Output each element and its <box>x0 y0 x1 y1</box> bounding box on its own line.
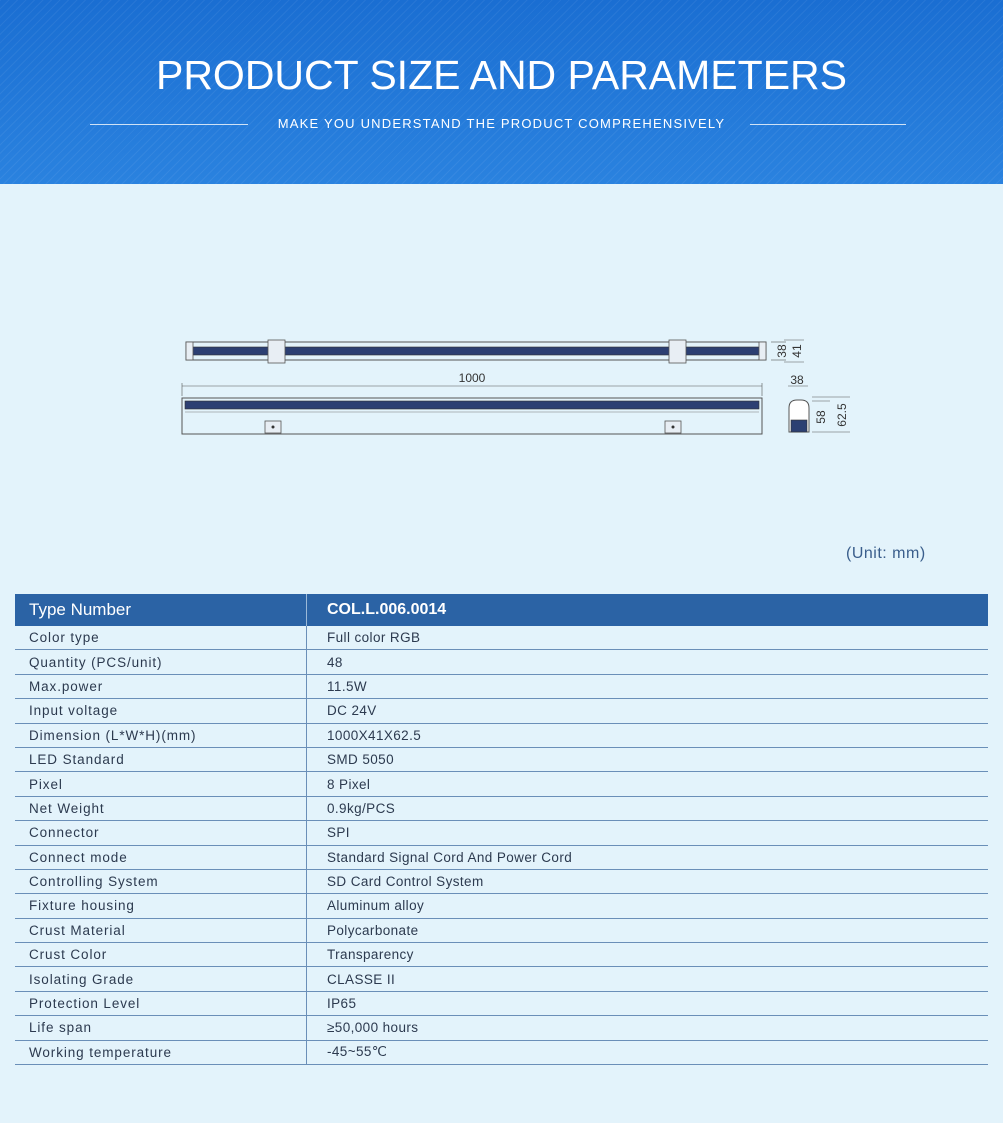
spec-value: Transparency <box>307 943 989 967</box>
table-row <box>15 796 988 820</box>
spec-value: DC 24V <box>307 699 989 723</box>
table-row <box>15 845 988 869</box>
spec-value: Standard Signal Cord And Power Cord <box>307 845 989 869</box>
table-row <box>15 821 988 845</box>
spec-label: Dimension (L*W*H)(mm) <box>15 723 307 747</box>
table-row <box>15 1040 988 1064</box>
spec-label: Pixel <box>15 772 307 796</box>
table-row <box>15 650 988 674</box>
spec-label: Fixture housing <box>15 894 307 918</box>
spec-value: Full color RGB <box>307 626 989 650</box>
table-row <box>15 918 988 942</box>
spec-value: 1000X41X62.5 <box>307 723 989 747</box>
type-number-label: Type Number <box>15 594 307 626</box>
spec-label: Connector <box>15 821 307 845</box>
spec-value: 48 <box>307 650 989 674</box>
table-row <box>15 1016 988 1040</box>
length-dim-label: 1000 <box>458 371 486 385</box>
spec-label: Color type <box>15 626 307 650</box>
spec-table <box>15 594 988 1065</box>
table-row <box>15 894 988 918</box>
spec-value: 11.5W <box>307 674 989 698</box>
spec-value: ≥50,000 hours <box>307 1016 989 1040</box>
spec-label: Isolating Grade <box>15 967 307 991</box>
spec-label: Life span <box>15 1016 307 1040</box>
spec-label: Crust Material <box>15 918 307 942</box>
spec-label: Max.power <box>15 674 307 698</box>
end-view-dim-62-5: 62.5 <box>835 403 850 427</box>
side-view <box>182 383 762 434</box>
subtitle-rule-right <box>750 124 906 125</box>
top-view-dim-41: 41 <box>790 344 805 358</box>
spec-value: Aluminum alloy <box>307 894 989 918</box>
spec-label: LED Standard <box>15 747 307 771</box>
header-banner <box>0 0 1003 184</box>
table-row <box>15 991 988 1015</box>
page-subtitle: MAKE YOU UNDERSTAND THE PRODUCT COMPREHENSIVELY <box>277 116 726 131</box>
spec-value: 0.9kg/PCS <box>307 796 989 820</box>
table-row <box>15 943 988 967</box>
spec-value: -45~55℃ <box>307 1040 989 1064</box>
product-dimension-drawing <box>0 320 1003 450</box>
spec-label: Working temperature <box>15 1040 307 1064</box>
spec-label: Controlling System <box>15 869 307 893</box>
type-number-value: COL.L.006.0014 <box>307 594 989 626</box>
table-row <box>15 626 988 650</box>
table-row <box>15 747 988 771</box>
spec-value: CLASSE II <box>307 967 989 991</box>
spec-label: Crust Color <box>15 943 307 967</box>
table-header-row <box>15 594 988 626</box>
table-row <box>15 699 988 723</box>
spec-label: Protection Level <box>15 991 307 1015</box>
spec-value: SPI <box>307 821 989 845</box>
spec-value: SD Card Control System <box>307 869 989 893</box>
table-row <box>15 869 988 893</box>
spec-label: Net Weight <box>15 796 307 820</box>
table-row <box>15 772 988 796</box>
spec-value: 8 Pixel <box>307 772 989 796</box>
spec-label: Input voltage <box>15 699 307 723</box>
spec-value: IP65 <box>307 991 989 1015</box>
top-view <box>186 340 804 363</box>
spec-label: Connect mode <box>15 845 307 869</box>
spec-label: Quantity (PCS/unit) <box>15 650 307 674</box>
spec-value: Polycarbonate <box>307 918 989 942</box>
top-view-dim-38: 38 <box>775 344 790 358</box>
end-view-dim-38: 38 <box>790 373 804 387</box>
table-row <box>15 674 988 698</box>
spec-value: SMD 5050 <box>307 747 989 771</box>
table-row <box>15 723 988 747</box>
end-view-dim-58: 58 <box>814 410 829 424</box>
page-title: PRODUCT SIZE AND PARAMETERS <box>155 52 848 98</box>
table-row <box>15 967 988 991</box>
unit-note: (Unit: mm) <box>846 545 926 562</box>
